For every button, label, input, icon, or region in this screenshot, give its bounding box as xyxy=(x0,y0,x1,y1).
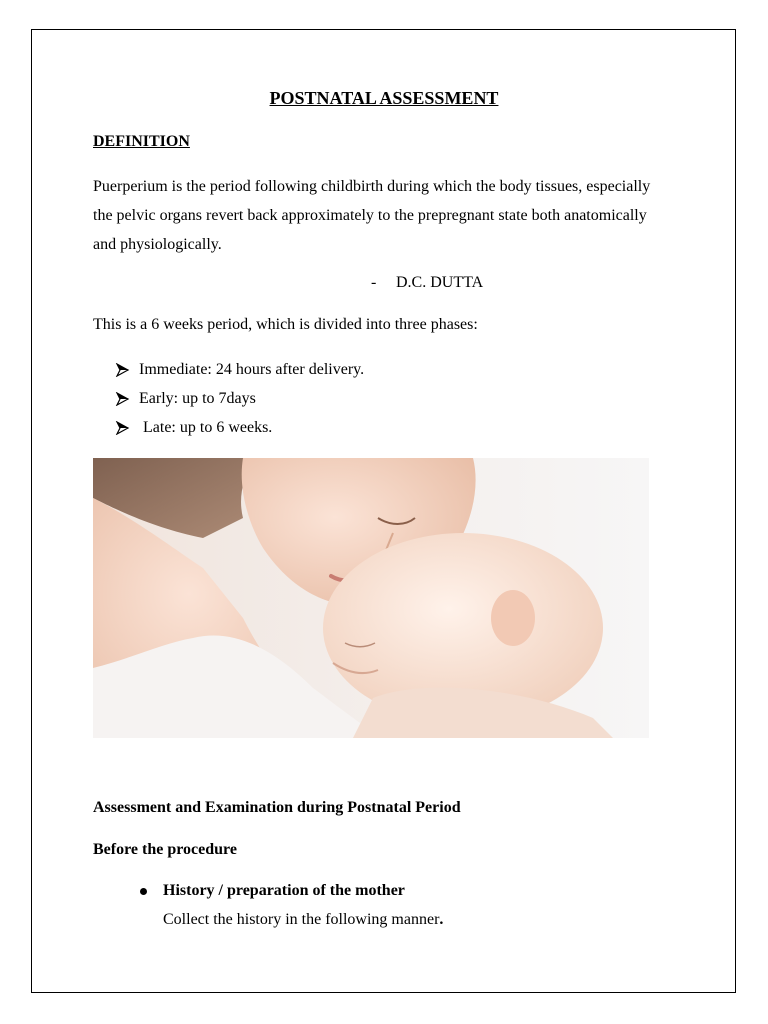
phase-item-late xyxy=(115,413,364,442)
history-instruction-period: . xyxy=(439,911,444,928)
assessment-heading: Assessment and Examination during Postnatal Period xyxy=(93,799,461,816)
attribution-dash: - xyxy=(371,274,377,291)
document-title: POSTNATAL ASSESSMENT xyxy=(269,88,499,108)
arrowhead-bullet-icon xyxy=(115,421,139,435)
phase-label: Late: up to 6 weeks. xyxy=(139,419,273,436)
phases-intro: This is a 6 weeks period, which is divided into three phases: xyxy=(93,316,478,333)
phase-item-early xyxy=(115,384,364,413)
phase-label: Early: up to 7days xyxy=(139,390,256,407)
before-procedure-heading: Before the procedure xyxy=(93,841,237,858)
mother-and-baby-photo xyxy=(93,458,649,738)
attribution-author: D.C. DUTTA xyxy=(396,274,484,291)
history-bullet-item xyxy=(140,882,405,900)
phase-item-immediate xyxy=(115,355,364,384)
phase-list xyxy=(115,355,364,442)
history-label: History / preparation of the mother xyxy=(163,882,405,899)
phase-label: Immediate: 24 hours after delivery. xyxy=(139,361,365,378)
arrowhead-bullet-icon xyxy=(115,392,139,406)
round-bullet-icon xyxy=(140,888,147,895)
history-instruction xyxy=(163,911,443,929)
definition-paragraph: Puerperium is the period following childbirth during which the body tissues, especially the pelvic organs revert back approximately to the prepregnant state both anatomically and physiologically. xyxy=(93,178,651,253)
arrowhead-bullet-icon xyxy=(115,363,139,377)
definition-heading: DEFINITION xyxy=(93,133,190,150)
attribution xyxy=(371,274,483,292)
history-instruction-text: Collect the history in the following manner xyxy=(163,911,440,928)
